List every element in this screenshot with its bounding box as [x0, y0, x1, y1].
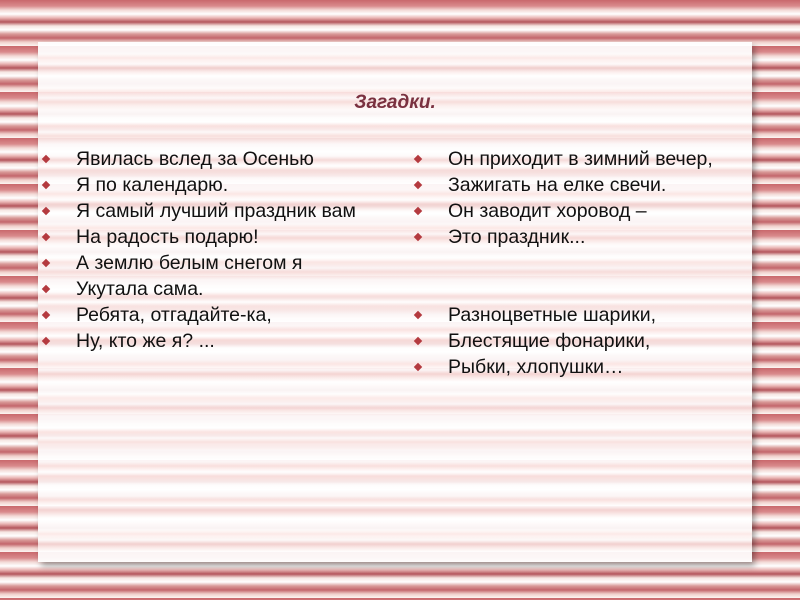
diamond-bullet-icon: [414, 233, 422, 241]
list-item: [38, 302, 383, 328]
list-item: [38, 328, 383, 354]
list-item-text: Зажигать на елке свечи.: [448, 174, 667, 196]
list-item: [410, 354, 740, 380]
list-item: [38, 198, 383, 224]
diamond-bullet-icon: [42, 337, 50, 345]
list-item: [410, 328, 740, 354]
list-item: [410, 224, 740, 250]
list-item-text: Рыбки, хлопушки…: [448, 356, 624, 378]
list-item-text: Укутала сама.: [76, 278, 204, 300]
list-item-text: Я самый лучший праздник вам: [76, 200, 356, 222]
list-item-text: Разноцветные шарики,: [448, 304, 657, 326]
list-spacer: [410, 250, 740, 302]
list-item: [410, 198, 740, 224]
diamond-bullet-icon: [42, 181, 50, 189]
diamond-bullet-icon: [414, 181, 422, 189]
diamond-bullet-icon: [42, 207, 50, 215]
diamond-bullet-icon: [42, 285, 50, 293]
list-item: [38, 276, 383, 302]
diamond-bullet-icon: [42, 233, 50, 241]
list-item: [410, 302, 740, 328]
list-item: [38, 250, 383, 276]
riddle-right-list: [410, 146, 740, 380]
slide-title: Загадки.: [354, 92, 436, 113]
list-item: [38, 224, 383, 250]
list-item-text: А землю белым снегом я: [76, 252, 303, 274]
list-item-text: Явилась вслед за Осенью: [76, 148, 314, 170]
diamond-bullet-icon: [42, 311, 50, 319]
list-item: [38, 146, 383, 172]
diamond-bullet-icon: [414, 155, 422, 163]
list-item-text: Ребята, отгадайте-ка,: [76, 304, 272, 326]
list-item-text: Это праздник...: [448, 226, 586, 248]
list-item-text: Блестящие фонарики,: [448, 330, 651, 352]
list-item: [410, 172, 740, 198]
diamond-bullet-icon: [414, 311, 422, 319]
list-item-text: Он приходит в зимний вечер,: [448, 148, 713, 170]
diamond-bullet-icon: [414, 363, 422, 371]
slide: [38, 42, 752, 562]
list-item-text: На радость подарю!: [76, 226, 259, 248]
list-item: [38, 172, 383, 198]
diamond-bullet-icon: [414, 207, 422, 215]
diamond-bullet-icon: [414, 337, 422, 345]
list-item-text: Ну, кто же я? ...: [76, 330, 215, 352]
diamond-bullet-icon: [42, 259, 50, 267]
diamond-bullet-icon: [42, 155, 50, 163]
list-item-text: Он заводит хоровод –: [448, 200, 647, 222]
riddle-left-list: [38, 146, 383, 354]
list-item-text: Я по календарю.: [76, 174, 229, 196]
list-item: [410, 146, 740, 172]
